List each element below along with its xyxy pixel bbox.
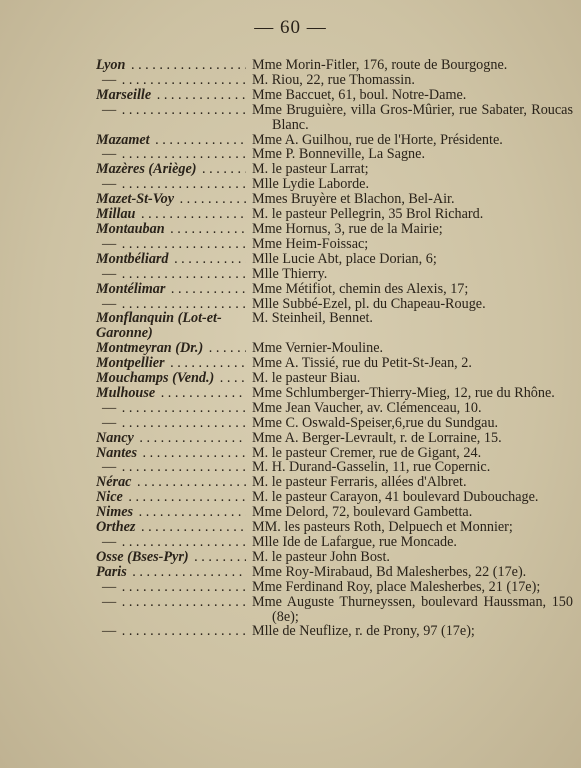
entry-place — [96, 103, 246, 118]
entry-place — [96, 535, 246, 550]
entry-place-label: Nimes — [96, 505, 134, 521]
entry-place-label: — — [102, 147, 117, 163]
entry-place — [96, 252, 246, 267]
entry-text: Mme P. Bonneville, La Sagne. — [252, 146, 425, 163]
entry-place — [96, 282, 246, 297]
entry-text: MM. les pasteurs Roth, Delpuech et Monnier; — [252, 519, 513, 536]
directory-entry — [96, 222, 573, 237]
entry-place — [96, 177, 246, 192]
entry-place — [96, 356, 246, 371]
entry-place — [96, 147, 246, 162]
directory-entry — [96, 595, 573, 625]
entry-text: Mme Baccuet, 61, boul. Notre-Dame. — [252, 86, 467, 103]
entry-text: Mme A. Guilhou, rue de l'Horte, Présidente. — [252, 131, 503, 148]
entry-place-label: — — [102, 535, 117, 550]
directory-entry — [96, 460, 573, 475]
directory-entry — [96, 550, 573, 565]
entry-place — [96, 371, 246, 386]
entry-text: Mlle Ide de Lafargue, rue Moncade. — [252, 534, 457, 550]
entry-place — [96, 431, 246, 446]
directory-entry — [96, 431, 573, 446]
entry-place-label: — — [102, 72, 117, 88]
entry-place — [96, 297, 246, 312]
directory-entry — [96, 580, 573, 595]
entry-place-label: Montélimar — [96, 281, 166, 297]
directory-entry — [96, 207, 573, 222]
entry-place-label: Osse (Bses-Pyr) — [96, 549, 189, 565]
entry-text: M. H. Durand-Gasselin, 11, rue Copernic. — [252, 459, 491, 476]
entry-place — [96, 565, 246, 580]
entry-place-label: — — [102, 460, 117, 476]
entry-place — [96, 550, 246, 565]
entry-place-label: Mazet-St-Voy — [96, 192, 175, 208]
directory-entry — [96, 490, 573, 505]
entry-place-label: — — [102, 579, 117, 595]
entry-place — [96, 446, 246, 461]
entry-place-label: Paris — [96, 564, 127, 580]
entry-place-label: Marseille — [96, 87, 152, 103]
entry-place-label: Mazères (Ariège) — [96, 162, 197, 178]
entry-place — [96, 207, 246, 222]
entry-place-label: — — [102, 415, 117, 431]
entry-place-label: — — [102, 236, 117, 252]
entry-text: M. le pasteur Pellegrin, 35 Brol Richard. — [252, 206, 484, 223]
entry-place-label: Monflanquin (Lot-et-Garonne) — [96, 310, 222, 342]
directory-entry — [96, 386, 573, 401]
directory-entry — [96, 147, 573, 162]
directory-entry — [96, 133, 573, 148]
entry-text: M. le pasteur Cremer, rue de Gigant, 24. — [252, 444, 482, 461]
entry-place — [96, 401, 246, 416]
entry-text: M. le pasteur Larrat; — [252, 161, 369, 178]
entry-text: Mme Bruguière, villa Gros-Mûrier, rue Sabater, Roucas Blanc. — [252, 101, 573, 133]
entry-place-label: — — [102, 102, 117, 118]
entry-place — [96, 595, 246, 610]
directory-entry — [96, 297, 573, 312]
entry-place — [96, 222, 246, 237]
directory-entry — [96, 192, 573, 207]
entry-place-label: — — [102, 296, 117, 312]
entry-text: Mme Ferdinand Roy, place Malesherbes, 21 (17e); — [252, 578, 541, 595]
directory-list — [96, 58, 573, 639]
directory-entry — [96, 162, 573, 177]
directory-entry — [96, 88, 573, 103]
entry-place-label: Mazamet — [96, 132, 150, 148]
entry-place-label: Montbéliard — [96, 251, 169, 267]
directory-entry — [96, 520, 573, 535]
entry-text: Mme Morin-Fitler, 176, route de Bourgogne. — [252, 57, 508, 73]
entry-place-label: Montpellier — [96, 356, 165, 372]
entry-text: M. le pasteur Carayon, 41 boulevard Dubouchage. — [252, 489, 539, 506]
directory-entry — [96, 505, 573, 520]
entry-place — [96, 237, 246, 252]
directory-entry — [96, 311, 573, 341]
entry-text: Mme Roy-Mirabaud, Bd Malesherbes, 22 (17e). — [252, 563, 527, 580]
directory-entry — [96, 73, 573, 88]
directory-entry — [96, 177, 573, 192]
entry-place — [96, 341, 246, 356]
entry-place — [96, 311, 246, 341]
entry-text: Mme A. Berger-Levrault, r. de Lorraine, 15. — [252, 429, 502, 446]
entry-text: Mme Delord, 72, boulevard Gambetta. — [252, 504, 473, 521]
entry-text: Mme Hornus, 3, rue de la Mairie; — [252, 220, 443, 237]
entry-place-label: Nice — [96, 490, 123, 506]
entry-place — [96, 580, 246, 595]
page-number: — 60 — — [254, 17, 327, 38]
entry-place-label: Nérac — [96, 475, 132, 491]
entry-place — [96, 386, 246, 401]
directory-entry — [96, 371, 573, 386]
entry-place — [96, 267, 246, 282]
entry-place — [96, 624, 246, 639]
entry-place-label: Nancy — [96, 430, 134, 446]
entry-place — [96, 88, 246, 103]
entry-place — [96, 58, 246, 73]
entry-place-label: — — [102, 177, 117, 193]
entry-text: M. le pasteur Biau. — [252, 370, 361, 387]
entry-text: Mlle Thierry. — [252, 265, 328, 282]
entry-text: Mme Heim-Foissac; — [252, 235, 369, 252]
entry-text: Mme Métifiot, chemin des Alexis, 17; — [252, 280, 469, 297]
directory-entry — [96, 624, 573, 639]
entry-text: M. le pasteur Ferraris, allées d'Albret. — [252, 474, 467, 491]
entry-text: Mme Auguste Thurneyssen, boulevard Haussman, 150 (8e); — [252, 593, 573, 625]
entry-text: M. le pasteur John Bost. — [252, 548, 390, 565]
directory-entry — [96, 282, 573, 297]
directory-entry — [96, 267, 573, 282]
entry-place-label: — — [102, 400, 117, 416]
directory-entry — [96, 341, 573, 356]
entry-place — [96, 460, 246, 475]
entry-text: Mlle Lucie Abt, place Dorian, 6; — [252, 250, 437, 267]
directory-entry — [96, 475, 573, 490]
entry-place — [96, 73, 246, 88]
entry-place-label: Millau — [96, 207, 136, 222]
entry-place-label: Mulhouse — [96, 385, 156, 401]
directory-entry — [96, 401, 573, 416]
entry-place — [96, 520, 246, 535]
directory-entry — [96, 103, 573, 133]
entry-place-label: — — [102, 624, 117, 640]
directory-entry — [96, 535, 573, 550]
entry-place — [96, 475, 246, 490]
entry-text: Mlle Subbé-Ezel, pl. du Chapeau-Rouge. — [252, 295, 486, 312]
entry-text: Mme Jean Vaucher, av. Clémenceau, 10. — [252, 399, 482, 416]
directory-entry — [96, 446, 573, 461]
entry-place — [96, 162, 246, 177]
directory-entry — [96, 58, 573, 73]
entry-text: M. Riou, 22, rue Thomassin. — [252, 71, 415, 88]
entry-text: Mlle de Neuflize, r. de Prony, 97 (17e); — [252, 623, 475, 640]
entry-place-label: — — [102, 266, 117, 282]
entry-text: Mme Schlumberger-Thierry-Mieg, 12, rue du Rhône. — [252, 384, 555, 401]
entry-text: Mlle Lydie Laborde. — [252, 176, 370, 193]
entry-text: Mme Vernier-Mouline. — [252, 340, 384, 357]
entry-place — [96, 505, 246, 520]
entry-place — [96, 416, 246, 431]
entry-place — [96, 133, 246, 148]
directory-entry — [96, 565, 573, 580]
entry-place-label: Mouchamps (Vend.) — [96, 371, 215, 386]
entry-place-label: Lyon — [96, 58, 126, 73]
directory-entry — [96, 252, 573, 267]
entry-text: Mmes Bruyère et Blachon, Bel-Air. — [252, 191, 455, 208]
entry-place-label: Nantes — [96, 445, 137, 461]
entry-place — [96, 192, 246, 207]
entry-place-label: Montauban — [96, 221, 165, 237]
directory-entry — [96, 416, 573, 431]
entry-text: M. Steinheil, Bennet. — [252, 310, 373, 327]
entry-text: Mme C. Oswald-Speiser,6,rue du Sundgau. — [252, 414, 499, 431]
entry-text: Mme A. Tissié, rue du Petit-St-Jean, 2. — [252, 355, 472, 372]
entry-place-label: Montmeyran (Dr.) — [96, 341, 204, 357]
directory-entry — [96, 237, 573, 252]
directory-entry — [96, 356, 573, 371]
entry-place-label: — — [102, 594, 117, 610]
entry-place-label: Orthez — [96, 520, 136, 535]
entry-place — [96, 490, 246, 505]
